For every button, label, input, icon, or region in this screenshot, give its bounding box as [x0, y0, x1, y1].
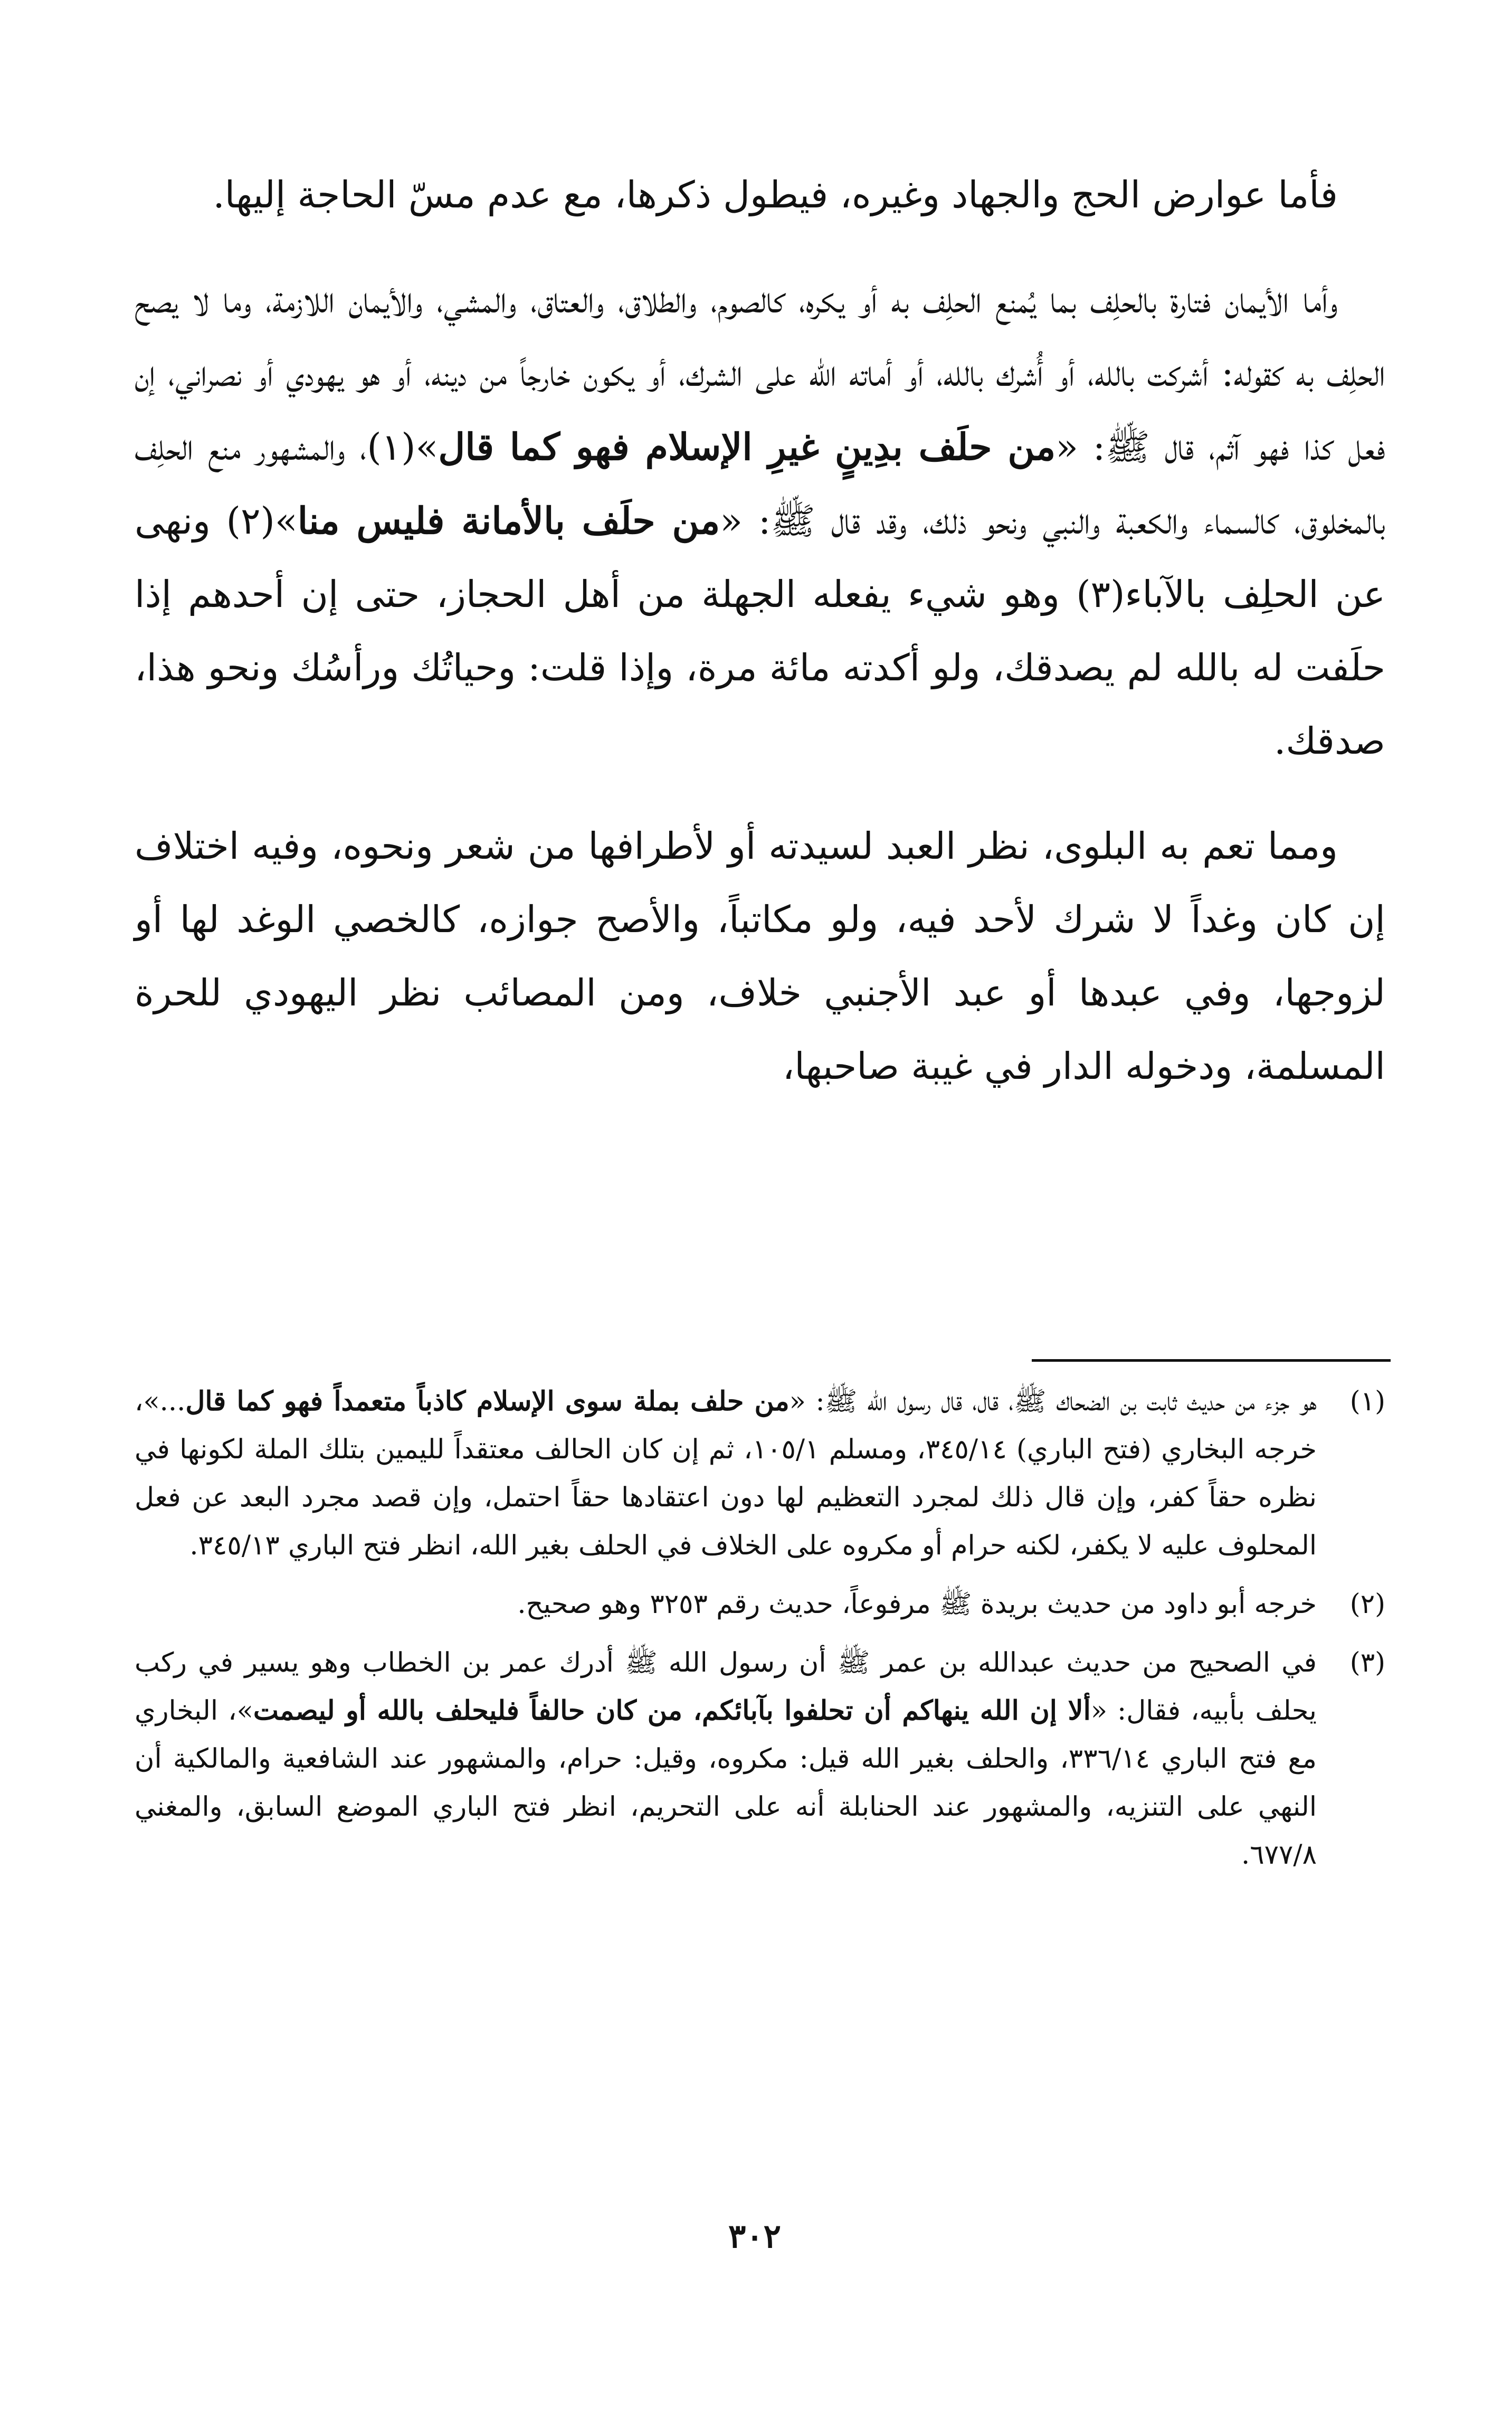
footnote-3-part2: »، البخاري مع فتح الباري ٣٣٦/١٤، والحلف بغير الله قيل: مكروه، وقيل: حرام، والمشهور عند الشافعية والمالكية أن النهي على التنزيه، والمشهور عند الحنابلة أنه على التحريم، انظر فتح الباري الموضع السابق، والمغني ٦٧٧/٨.: [135, 1695, 1317, 1871]
paragraph-1: [135, 158, 1385, 232]
hadith-quote-1: من حلَف بدِينٍ غيرِ الإسلام فهو كما قال: [438, 425, 1056, 469]
footnote-1-part2: ...»، خرجه البخاري (فتح الباري) ٣٤٥/١٤، ومسلم ١٠٥/١، ثم إن كان الحالف معتقداً لليمين بتلك الملة لكونها في نظره حقاً كفر، وإن قال ذلك لمجرد التعظيم لها دون اعتقادها حقاً احتمل، وإن قصد مجرد البعد عن فعل المحلوف عليه لا يكفر، لكنه حرام أو مكروه على الخلاف في الحلف بغير الله، انظر فتح الباري ٣٤٥/١٣.: [135, 1386, 1317, 1561]
paragraph-1-text: فأما عوارض الحج والجهاد وغيره، فيطول ذكرها، مع عدم مسّ الحاجة إليها.: [213, 173, 1338, 216]
main-text: [135, 158, 1385, 1135]
paragraph-3-text: ومما تعم به البلوى، نظر العبد لسيدته أو لأطرافها من شعر ونحوه، وفيه اختلاف إن كان وغداً لا شرك لأحد فيه، ولو مكاتباً، والأصح جوازه، كالخصي الوغد لها أو لزوجها، وفي عبدها أو عبد الأجنبي خلاف، ومن المصائب نظر اليهودي للحرة المسلمة، ودخوله الدار في غيبة صاحبها،: [135, 824, 1385, 1088]
footnotes: [135, 1378, 1385, 1890]
footnote-3: [135, 1639, 1385, 1879]
footnote-text: [135, 1580, 1317, 1628]
footnote-text: [135, 1378, 1317, 1570]
footnote-number: (١): [1349, 1386, 1385, 1417]
footnote-separator: [1032, 1359, 1391, 1362]
paragraph-3: [135, 810, 1385, 1103]
footnote-2-part1: خرجه أبو داود من حديث بريدة ﷺ مرفوعاً، حديث رقم ٣٢٥٣ وهو صحيح.: [517, 1589, 1317, 1620]
footnote-number: (٣): [1349, 1647, 1385, 1678]
paragraph-2: [135, 263, 1385, 778]
footnote-3-hadith: ألا إن الله ينهاكم أن تحلفوا بآبائكم، من كان حالفاً فليحلف بالله أو ليصمت: [253, 1695, 1091, 1726]
footnote-number: (٢): [1349, 1589, 1385, 1620]
footnote-3-part1: في الصحيح من حديث عبدالله بن عمر ﷺ أن رسول الله ﷺ أدرك عمر بن الخطاب وهو يسير في ركب يحلف بأبيه، فقال: «: [135, 1647, 1317, 1726]
page-number: ٣٠٢: [728, 2217, 781, 2255]
footnote-2: [135, 1580, 1385, 1628]
footnote-1-hadith: من حلف بملة سوى الإسلام كاذباً متعمداً فهو كما قال: [185, 1386, 790, 1417]
footnote-1-part1: هو جزء من حديث ثابت بن الضحاك ﷺ، قال، قال رسول الله ﷺ: «: [789, 1386, 1317, 1417]
paragraph-2-part3: »(٢) ونهى عن الحلِف بالآباء(٣) وهو شيء يفعله الجهلة من أهل الحجاز، حتى إن أحدهم إذا حلَفت له بالله لم يصدقك، ولو أكدته مائة مرة، وإذا قلت: وحياتُك ورأسُك ونحو هذا، صدقك.: [135, 499, 1386, 763]
paragraph-2-part2: »(١)، والمشهور منع الحلِف بالمخلوق، كالسماء والكعبة والنبي ونحو ذلك، وقد قال ﷺ: «: [135, 425, 1385, 543]
footnote-1: [135, 1378, 1385, 1570]
footnote-text: [135, 1639, 1317, 1879]
paragraph-2-part1: وأما الأيمان فتارة بالحلِف بما يُمنع الحلِف به أو يكره، كالصوم، والطلاق، والعتاق، والمشي، والأيمان اللازمة، وما لا يصح الحلِف به كقوله: أشركت بالله، أو أُشرك بالله، أو أماته الله على الشرك، أو يكون خارجاً من دينه، أو هو يهودي أو نصراني، إن فعل كذا فهو آثم، قال ﷺ: «: [135, 278, 1385, 469]
hadith-quote-2: من حلَف بالأمانة فليس منا: [297, 499, 720, 543]
